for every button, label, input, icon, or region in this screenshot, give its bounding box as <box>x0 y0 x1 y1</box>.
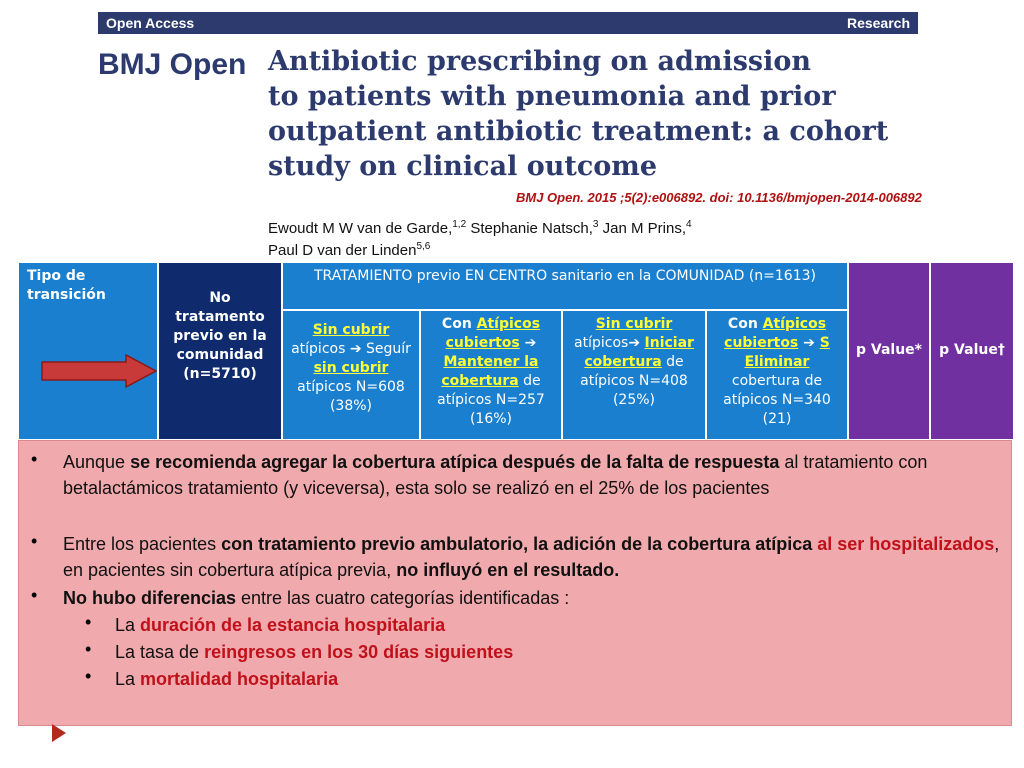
transition-table <box>18 262 1014 440</box>
author-name: Stephanie Natsch, <box>466 220 593 237</box>
author-name: Ewoudt M W van de Garde, <box>268 220 453 237</box>
bullet-red-text: al ser hospitalizados <box>817 534 995 554</box>
bullet-text: La <box>115 669 141 689</box>
bullet-text: , en pacientes sin cobertura atípica previa, <box>63 534 1000 580</box>
highlight-text: S Eliminar <box>744 335 830 370</box>
subheader-remove-coverage <box>706 310 848 440</box>
bullet-bold-text: con tratamiento previo ambulatorio, la adición de la cobertura atípica <box>221 534 818 554</box>
col-header-text: p Value* <box>856 342 922 358</box>
col-header-p-value-2 <box>930 262 1014 440</box>
bullet-text: al tratamiento con betalactámicos tratamiento (y viceversa), esta solo se realizó en el 25% de los pacientes <box>63 452 928 498</box>
col-header-text: p Value† <box>939 342 1005 358</box>
citation: BMJ Open. 2015 ;5(2):e006892. doi: 10.1136/bmjopen-2014-006892 <box>516 190 922 205</box>
author-affil: 5,6 <box>416 241 431 252</box>
arrow-right-icon <box>40 354 160 388</box>
highlight-text: Iniciar cobertura <box>584 335 694 370</box>
cell-text: de atípicos N=408 (25%) <box>580 354 688 408</box>
group-header-text: TRATAMIENTO previo EN CENTRO sanitario en la COMUNIDAD (n=1613) <box>314 268 816 284</box>
bullet-red-text: mortalidad hospitalaria <box>140 669 339 689</box>
cell-text: atípicos➔ <box>574 335 645 351</box>
highlight-text: Mantener la cobertura <box>441 354 539 389</box>
cell-text: cobertura de atípicos N=340 (21) <box>723 373 831 427</box>
col-header-no-treatment <box>158 262 282 440</box>
bullet-bold-text: No hubo diferencias <box>63 588 237 608</box>
subheader-start-coverage <box>562 310 706 440</box>
bullet-2 <box>63 531 1003 583</box>
bullet-red-text: reingresos en los 30 días siguientes <box>204 642 514 662</box>
cell-text: Con <box>727 316 763 332</box>
highlight-text: Sin cubrir <box>595 316 673 332</box>
article-title <box>268 44 968 184</box>
bullet-text: Entre los pacientes <box>63 534 222 554</box>
summary-overlay <box>18 440 1012 726</box>
highlight-text: sin cubrir <box>313 360 389 376</box>
sub-bullet-2 <box>115 639 513 665</box>
bullet-icon: • <box>31 531 38 551</box>
bullet-icon: • <box>31 585 38 605</box>
journal-banner <box>98 12 918 34</box>
subheader-keep-uncovered <box>282 310 420 440</box>
triangle-arrow-icon <box>52 724 66 742</box>
subheader-keep-coverage <box>420 310 562 440</box>
bullet-3 <box>63 585 1003 611</box>
bullet-text: entre las cuatro categorías identificadas : <box>236 588 570 608</box>
bullet-red-text: duración de la estancia hospitalaria <box>140 615 446 635</box>
author-name: Paul D van der Linden <box>268 242 417 259</box>
col-header-text: Tipo de transición <box>27 268 106 303</box>
highlight-text: Atípicos cubiertos <box>724 316 827 351</box>
bullet-icon: • <box>85 612 92 632</box>
bullet-bold-text: no influyó en el resultado. <box>396 560 620 580</box>
col-header-p-value-1 <box>848 262 930 440</box>
title-line: study on clinical outcome <box>268 151 658 182</box>
title-line: outpatient antibiotic treatment: a cohort <box>268 116 889 147</box>
cell-text: ➔ <box>519 335 537 351</box>
cell-text: Con <box>441 316 477 332</box>
cell-text: de atípicos N=257 (16%) <box>437 373 545 427</box>
author-affil: 4 <box>686 219 692 230</box>
author-name: Jan M Prins, <box>598 220 686 237</box>
research-label: Research <box>846 15 910 31</box>
title-line: Antibiotic prescribing on admission <box>268 46 812 77</box>
group-header-community-treatment <box>282 262 848 310</box>
col-header-transition-type <box>18 262 158 440</box>
journal-brand: BMJ Open <box>98 48 247 81</box>
bullet-text: Aunque <box>63 452 131 472</box>
cell-text: ➔ <box>798 335 820 351</box>
author-affil: 1,2 <box>452 219 467 230</box>
sub-bullet-3 <box>115 666 338 692</box>
highlight-text: Sin cubrir <box>312 322 390 338</box>
open-access-label: Open Access <box>106 15 195 31</box>
title-line: to patients with pneumonia and prior <box>268 81 836 112</box>
bullet-bold-text: se recomienda agregar la cobertura atípica después de la falta de respuesta <box>130 452 780 472</box>
col-header-text: No tratamento previo en la comunidad (n=5710) <box>173 290 267 382</box>
bullet-icon: • <box>31 449 38 469</box>
author-affil: 3 <box>592 219 599 230</box>
bullet-text: La <box>115 615 141 635</box>
bullet-icon: • <box>85 639 92 659</box>
authors <box>268 216 692 260</box>
cell-text: atípicos ➔ Seguír <box>291 341 411 357</box>
cell-text: atípicos N=608 (38%) <box>297 379 405 414</box>
bullet-1 <box>63 449 1003 501</box>
highlight-text: Atípicos cubiertos <box>445 316 541 351</box>
bullet-icon: • <box>85 666 92 686</box>
sub-bullet-1 <box>115 612 445 638</box>
bullet-text: La tasa de <box>115 642 205 662</box>
